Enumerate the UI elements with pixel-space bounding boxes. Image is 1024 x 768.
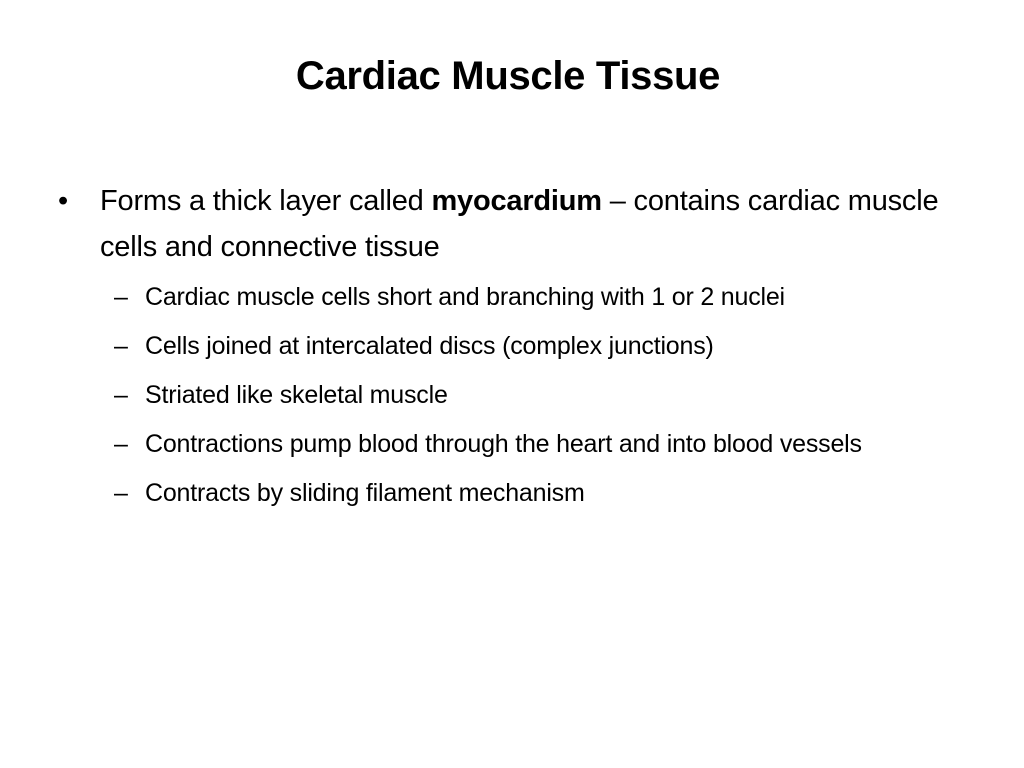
slide-title: Cardiac Muscle Tissue: [295, 54, 721, 98]
main-bullet-text-before: Forms a thick layer called: [100, 185, 432, 217]
sub-bullet-text: Cardiac muscle cells short and branching with 1 or 2 nuclei: [145, 283, 785, 311]
sub-bullet-text: Cells joined at intercalated discs (complex junctions): [145, 332, 714, 360]
sub-bullet-text: Contracts by sliding filament mechanism: [145, 479, 585, 507]
sub-bullet: [114, 325, 976, 367]
dash-marker: –: [114, 479, 128, 507]
dash-marker: –: [114, 381, 128, 409]
sub-bullet: [114, 374, 976, 416]
main-bullet: [56, 178, 976, 270]
main-bullet-text-after: – contains cardiac muscle cells and connective tissue: [100, 185, 939, 263]
bullet-marker: •: [58, 185, 68, 217]
sub-bullet: [114, 423, 976, 465]
dash-marker: –: [114, 430, 128, 458]
sub-bullet-list: [56, 276, 976, 514]
main-bullet-emphasis: myocardium: [431, 185, 602, 217]
sub-bullet-text: Striated like skeletal muscle: [145, 381, 448, 409]
dash-marker: –: [114, 332, 128, 360]
sub-bullet: [114, 276, 976, 318]
sub-bullet: [114, 472, 976, 514]
sub-bullet-text: Contractions pump blood through the heart and into blood vessels: [145, 430, 862, 458]
slide-body: [56, 178, 976, 521]
dash-marker: –: [114, 283, 128, 311]
